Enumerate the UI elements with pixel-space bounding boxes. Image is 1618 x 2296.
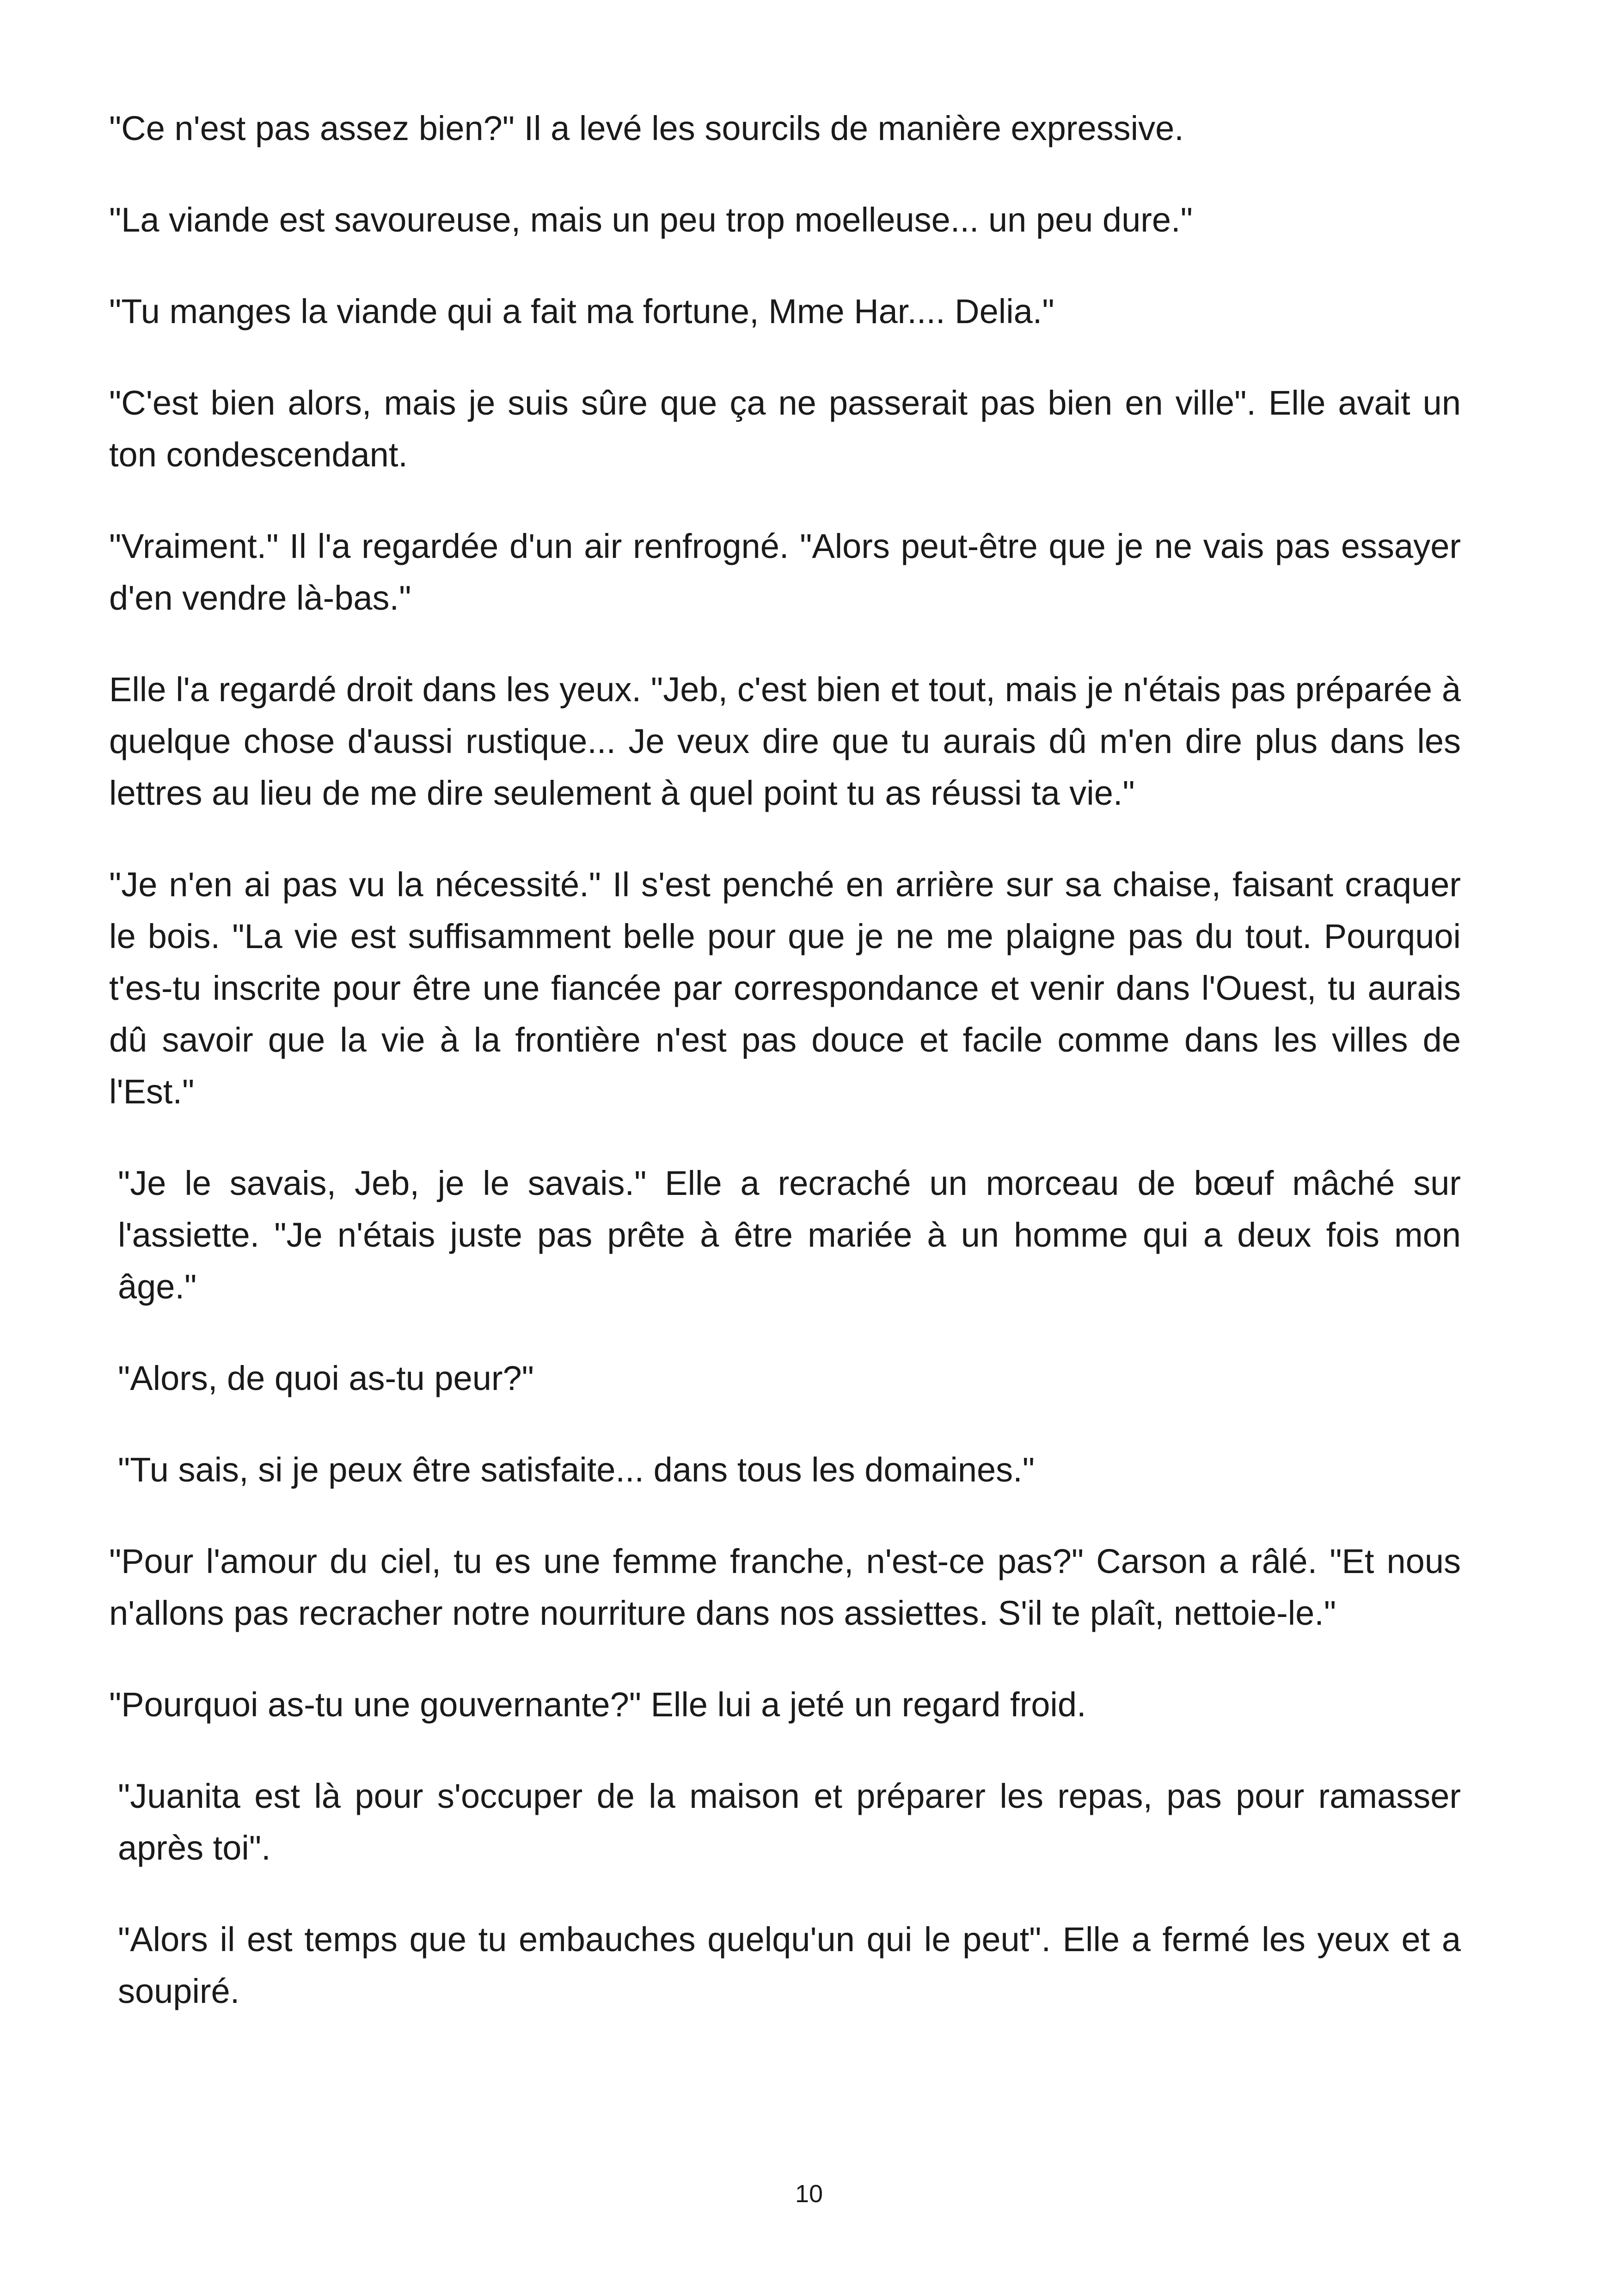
paragraph: "Alors il est temps que tu embauches quelqu'un qui le peut". Elle a fermé les yeux et a soupiré. xyxy=(118,1920,1461,2010)
page-number: 10 xyxy=(795,2180,823,2208)
paragraph: "Tu manges la viande qui a fait ma fortune, Mme Har.... Delia." xyxy=(109,292,1054,331)
paragraph: "Vraiment." Il l'a regardée d'un air renfrogné. "Alors peut-être que je ne vais pas essayer d'en vendre là-bas." xyxy=(109,527,1461,617)
paragraph: "Pour l'amour du ciel, tu es une femme franche, n'est-ce pas?" Carson a râlé. "Et nous n'allons pas recracher notre nourriture dans nos assiettes. S'il te plaît, nettoie-le." xyxy=(109,1542,1461,1632)
paragraph: "Tu sais, si je peux être satisfaite... dans tous les domaines." xyxy=(118,1451,1035,1489)
body-text xyxy=(109,103,1461,2057)
paragraph: Elle l'a regardé droit dans les yeux. "Jeb, c'est bien et tout, mais je n'étais pas préparée à quelque chose d'aussi rustique... Je veux dire que tu aurais dû m'en dire plus dans les lettres au lieu de me dire seulement à quel point tu as réussi ta vie." xyxy=(109,670,1461,812)
paragraph: "Je n'en ai pas vu la nécessité." Il s'est penché en arrière sur sa chaise, faisant craquer le bois. "La vie est suffisamment belle pour que je ne me plaigne pas du tout. Pourquoi t'es-tu inscrite pour être une fiancée par correspondance et venir dans l'Ouest, tu aurais dû savoir que la vie à la frontière n'est pas douce et facile comme dans les villes de l'Est." xyxy=(109,865,1461,1111)
paragraph: "C'est bien alors, mais je suis sûre que ça ne passerait pas bien en ville". Elle avait un ton condescendant. xyxy=(109,384,1461,474)
paragraph: "Alors, de quoi as-tu peur?" xyxy=(118,1359,534,1397)
paragraph: "Je le savais, Jeb, je le savais." Elle a recraché un morceau de bœuf mâché sur l'assiette. "Je n'étais juste pas prête à être mariée à un homme qui a deux fois mon âge." xyxy=(118,1164,1461,1306)
paragraph: "Pourquoi as-tu une gouvernante?" Elle lui a jeté un regard froid. xyxy=(109,1685,1086,1724)
paragraph: "Ce n'est pas assez bien?" Il a levé les sourcils de manière expressive. xyxy=(109,109,1184,147)
paragraph: "Juanita est là pour s'occuper de la maison et préparer les repas, pas pour ramasser après toi". xyxy=(118,1777,1461,1867)
paragraph: "La viande est savoureuse, mais un peu trop moelleuse... un peu dure." xyxy=(109,201,1193,239)
